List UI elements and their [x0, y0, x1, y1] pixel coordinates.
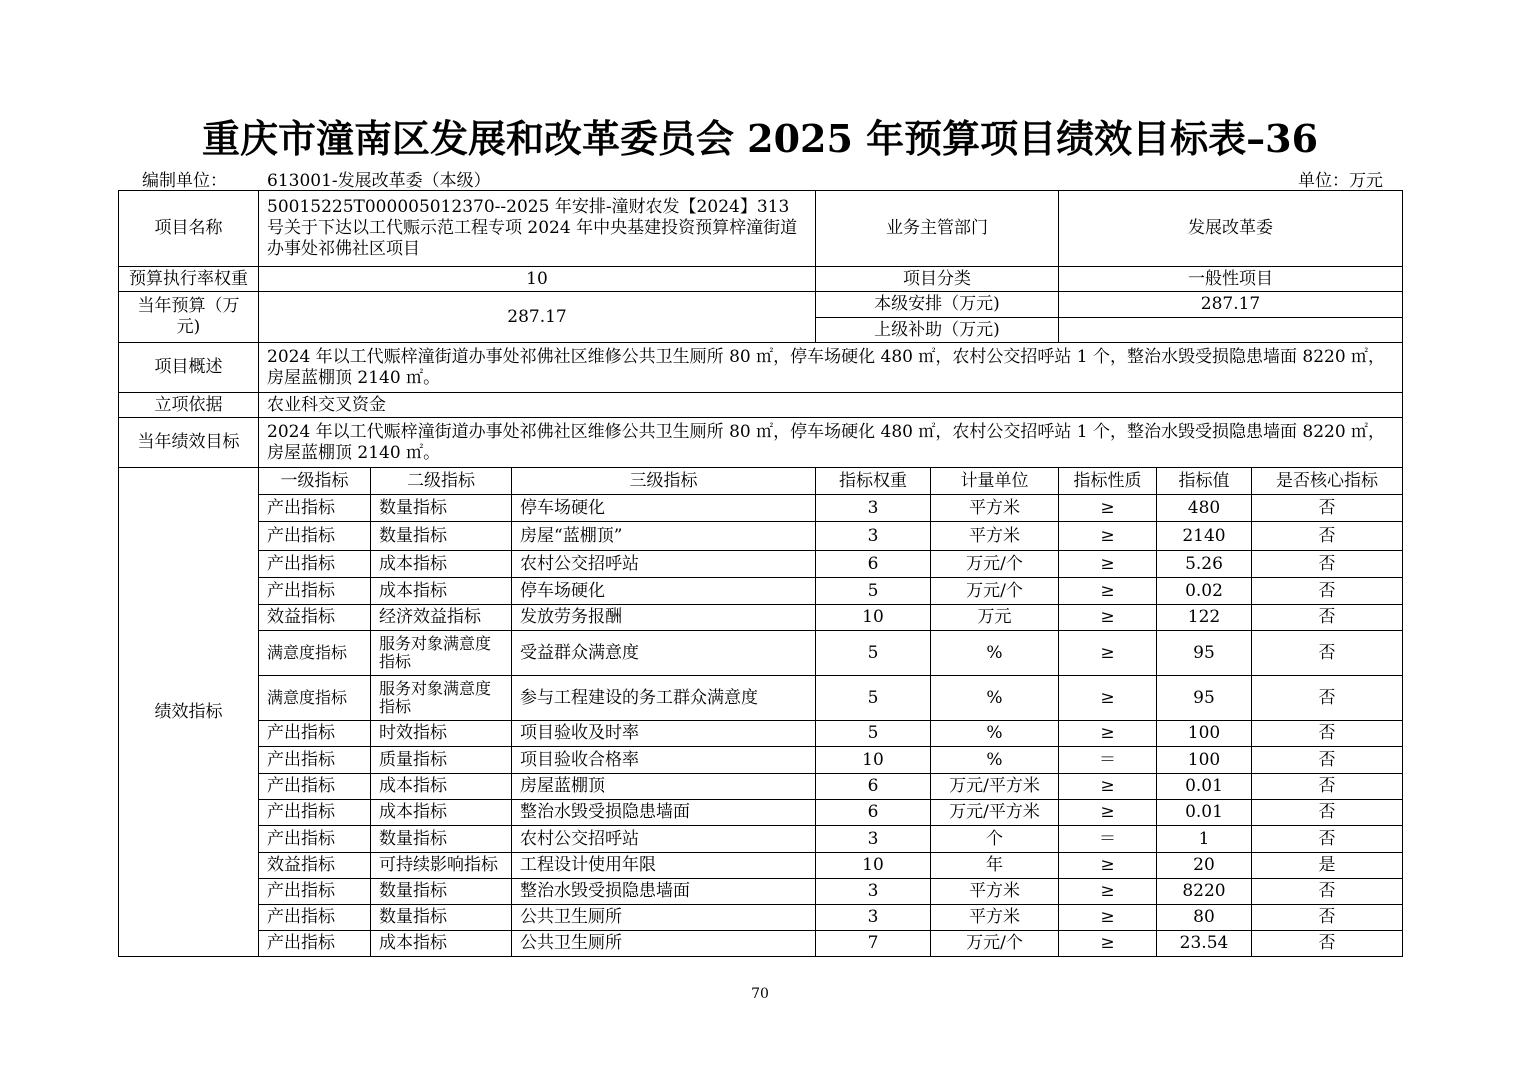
indicator-cell-nature: ≥: [1059, 905, 1157, 931]
indicator-cell-level1: 满意度指标: [259, 676, 371, 721]
indicator-cell-value: 2140: [1157, 522, 1252, 551]
budget-row: [119, 292, 1403, 318]
indicator-row: [119, 800, 1403, 826]
overview-row: [119, 343, 1403, 393]
indicator-row: [119, 879, 1403, 905]
indicator-cell-weight: 3: [816, 826, 931, 853]
indicator-header-nature: 指标性质: [1059, 468, 1157, 495]
indicator-cell-level3: 整治水毁受损隐患墙面: [512, 800, 816, 826]
indicator-cell-level2: 成本指标: [371, 800, 512, 826]
indicator-cell-unit: %: [931, 747, 1059, 774]
indicator-cell-nature: ≥: [1059, 931, 1157, 957]
indicator-cell-value: 100: [1157, 747, 1252, 774]
indicator-cell-level1: 产出指标: [259, 522, 371, 551]
indicator-cell-weight: 5: [816, 631, 931, 676]
project-name-value: 50015225T000005012370--2025 年安排-潼财农发【2024】313 号关于下达以工代赈示范工程专项 2024 年中央基建投资预算梓潼街道办事处祁佛社区项目: [259, 191, 816, 267]
indicator-cell-unit: 万元/平方米: [931, 800, 1059, 826]
indicator-cell-level2: 经济效益指标: [371, 605, 512, 631]
indicator-cell-value: 0.02: [1157, 578, 1252, 605]
indicator-cell-value: 1: [1157, 826, 1252, 853]
indicator-cell-nature: ≥: [1059, 853, 1157, 879]
indicator-cell-nature: ≥: [1059, 578, 1157, 605]
indicator-row: [119, 605, 1403, 631]
indicator-cell-value: 95: [1157, 631, 1252, 676]
indicator-cell-level3: 公共卫生厕所: [512, 905, 816, 931]
indicator-cell-weight: 5: [816, 721, 931, 747]
indicator-cell-value: 23.54: [1157, 931, 1252, 957]
indicator-cell-unit: 万元/个: [931, 551, 1059, 578]
indicator-cell-level3: 公共卫生厕所: [512, 931, 816, 957]
indicator-cell-level3: 项目验收及时率: [512, 721, 816, 747]
indicator-cell-level2: 时效指标: [371, 721, 512, 747]
indicator-row: [119, 578, 1403, 605]
upper-label: 上级补助（万元): [816, 318, 1059, 343]
indicator-cell-value: 0.01: [1157, 800, 1252, 826]
indicator-cell-weight: 10: [816, 747, 931, 774]
indicator-cell-core: 否: [1252, 905, 1403, 931]
indicator-cell-level2: 成本指标: [371, 578, 512, 605]
indicator-cell-level3: 受益群众满意度: [512, 631, 816, 676]
indicator-cell-level2: 数量指标: [371, 522, 512, 551]
indicator-cell-core: 是: [1252, 853, 1403, 879]
dept-label: 业务主管部门: [816, 191, 1059, 267]
indicator-cell-level1: 产出指标: [259, 905, 371, 931]
basis-row: [119, 393, 1403, 418]
weight-value: 10: [259, 267, 816, 292]
indicator-cell-level1: 产出指标: [259, 774, 371, 800]
weight-label: 预算执行率权重: [119, 267, 259, 292]
indicator-cell-nature: ≥: [1059, 800, 1157, 826]
indicator-cell-unit: 万元/个: [931, 578, 1059, 605]
overview-label: 项目概述: [119, 343, 259, 393]
indicator-cell-weight: 5: [816, 676, 931, 721]
indicator-cell-unit: 个: [931, 826, 1059, 853]
indicator-cell-unit: %: [931, 721, 1059, 747]
indicator-header-weight: 指标权重: [816, 468, 931, 495]
indicator-cell-value: 0.01: [1157, 774, 1252, 800]
indicator-cell-core: 否: [1252, 800, 1403, 826]
indicator-cell-level2: 数量指标: [371, 905, 512, 931]
indicator-cell-level3: 停车场硬化: [512, 495, 816, 522]
indicator-cell-value: 80: [1157, 905, 1252, 931]
indicator-header-level1: 一级指标: [259, 468, 371, 495]
indicator-cell-core: 否: [1252, 522, 1403, 551]
indicator-cell-weight: 10: [816, 605, 931, 631]
indicator-cell-level2: 数量指标: [371, 879, 512, 905]
indicator-cell-level3: 农村公交招呼站: [512, 826, 816, 853]
indicator-header-level2: 二级指标: [371, 468, 512, 495]
indicator-cell-core: 否: [1252, 879, 1403, 905]
indicator-cell-core: 否: [1252, 551, 1403, 578]
indicator-cell-nature: ＝: [1059, 826, 1157, 853]
page-title: 重庆市潼南区发展和改革委员会 2025 年预算项目绩效目标表–36: [201, 116, 1319, 161]
project-name-label: 项目名称: [119, 191, 259, 267]
indicator-row: [119, 495, 1403, 522]
local-value: 287.17: [1059, 292, 1403, 318]
indicator-cell-weight: 3: [816, 879, 931, 905]
basis-value: 农业科交叉资金: [259, 393, 1403, 418]
indicator-cell-core: 否: [1252, 631, 1403, 676]
budget-label: 当年预算（万元): [119, 292, 259, 343]
indicator-cell-nature: ≥: [1059, 676, 1157, 721]
indicator-cell-weight: 7: [816, 931, 931, 957]
indicator-cell-level1: 产出指标: [259, 931, 371, 957]
indicator-cell-level2: 数量指标: [371, 495, 512, 522]
indicator-cell-value: 480: [1157, 495, 1252, 522]
indicator-cell-value: 122: [1157, 605, 1252, 631]
indicator-cell-core: 否: [1252, 826, 1403, 853]
indicator-cell-weight: 3: [816, 495, 931, 522]
indicator-header-row: [119, 468, 1403, 495]
indicator-row: [119, 826, 1403, 853]
indicator-cell-level2: 成本指标: [371, 931, 512, 957]
indicator-cell-core: 否: [1252, 605, 1403, 631]
indicator-cell-nature: ≥: [1059, 605, 1157, 631]
indicator-cell-unit: %: [931, 631, 1059, 676]
goal-row: [119, 418, 1403, 468]
indicator-cell-level3: 停车场硬化: [512, 578, 816, 605]
category-value: 一般性项目: [1059, 267, 1403, 292]
indicator-cell-core: 否: [1252, 721, 1403, 747]
project-name-row: [119, 191, 1403, 267]
goal-label: 当年绩效目标: [119, 418, 259, 468]
indicator-cell-unit: 平方米: [931, 522, 1059, 551]
indicator-cell-level3: 发放劳务报酬: [512, 605, 816, 631]
indicator-cell-level2: 成本指标: [371, 551, 512, 578]
indicator-cell-level3: 房屋“蓝棚顶”: [512, 522, 816, 551]
indicator-cell-value: 5.26: [1157, 551, 1252, 578]
indicator-cell-level2: 可持续影响指标: [371, 853, 512, 879]
indicator-cell-weight: 3: [816, 905, 931, 931]
local-label: 本级安排（万元): [816, 292, 1059, 318]
indicator-header-level3: 三级指标: [512, 468, 816, 495]
indicator-cell-value: 8220: [1157, 879, 1252, 905]
indicator-cell-level2: 质量指标: [371, 747, 512, 774]
indicator-cell-level3: 农村公交招呼站: [512, 551, 816, 578]
indicator-cell-level1: 产出指标: [259, 721, 371, 747]
currency-unit: 单位：万元: [1298, 171, 1383, 191]
indicator-row: [119, 676, 1403, 721]
indicators-label: 绩效指标: [119, 468, 259, 957]
indicator-row: [119, 853, 1403, 879]
indicator-cell-core: 否: [1252, 931, 1403, 957]
page-number: 70: [751, 986, 769, 1002]
indicator-cell-level1: 产出指标: [259, 495, 371, 522]
indicator-row: [119, 631, 1403, 676]
indicator-cell-nature: ≥: [1059, 522, 1157, 551]
weight-row: [119, 267, 1403, 292]
indicator-cell-core: 否: [1252, 578, 1403, 605]
indicator-cell-nature: ≥: [1059, 721, 1157, 747]
indicator-cell-unit: 平方米: [931, 905, 1059, 931]
indicator-cell-nature: ＝: [1059, 747, 1157, 774]
indicator-cell-unit: 年: [931, 853, 1059, 879]
basis-label: 立项依据: [119, 393, 259, 418]
indicator-cell-level2: 成本指标: [371, 774, 512, 800]
indicator-cell-level1: 效益指标: [259, 605, 371, 631]
indicator-cell-level3: 项目验收合格率: [512, 747, 816, 774]
indicator-header-core: 是否核心指标: [1252, 468, 1403, 495]
indicator-cell-weight: 6: [816, 800, 931, 826]
indicator-cell-unit: 万元/平方米: [931, 774, 1059, 800]
indicator-cell-level2: 数量指标: [371, 826, 512, 853]
indicator-row: [119, 551, 1403, 578]
indicator-cell-nature: ≥: [1059, 774, 1157, 800]
indicator-cell-weight: 10: [816, 853, 931, 879]
indicator-cell-level3: 工程设计使用年限: [512, 853, 816, 879]
indicator-cell-weight: 6: [816, 774, 931, 800]
indicator-cell-nature: ≥: [1059, 551, 1157, 578]
indicator-cell-level1: 产出指标: [259, 800, 371, 826]
indicator-header-unit: 计量单位: [931, 468, 1059, 495]
indicator-cell-level1: 产出指标: [259, 747, 371, 774]
indicator-cell-level2: 服务对象满意度指标: [371, 676, 512, 721]
compiling-unit: [142, 166, 491, 191]
indicator-cell-weight: 6: [816, 551, 931, 578]
indicator-cell-level1: 产出指标: [259, 551, 371, 578]
indicator-cell-value: 20: [1157, 853, 1252, 879]
upper-value: [1059, 318, 1403, 343]
budget-value: 287.17: [259, 292, 816, 343]
goal-value: 2024 年以工代赈梓潼街道办事处祁佛社区维修公共卫生厕所 80 ㎡，停车场硬化 480 ㎡，农村公交招呼站 1 个，整治水毁受损隐患墙面 8220 ㎡，房屋蓝棚顶 2140 ㎡。: [259, 418, 1403, 468]
indicator-row: [119, 747, 1403, 774]
indicator-cell-level1: 产出指标: [259, 826, 371, 853]
indicator-cell-level3: 参与工程建设的务工群众满意度: [512, 676, 816, 721]
indicator-row: [119, 905, 1403, 931]
indicator-cell-weight: 3: [816, 522, 931, 551]
indicator-cell-unit: 平方米: [931, 495, 1059, 522]
indicator-cell-unit: %: [931, 676, 1059, 721]
indicator-row: [119, 721, 1403, 747]
indicator-cell-level1: 满意度指标: [259, 631, 371, 676]
indicator-cell-unit: 平方米: [931, 879, 1059, 905]
indicator-cell-value: 95: [1157, 676, 1252, 721]
indicator-cell-core: 否: [1252, 676, 1403, 721]
indicator-row: [119, 522, 1403, 551]
indicator-cell-nature: ≥: [1059, 631, 1157, 676]
indicator-header-value: 指标值: [1157, 468, 1252, 495]
indicator-cell-weight: 5: [816, 578, 931, 605]
indicator-cell-unit: 万元: [931, 605, 1059, 631]
indicator-row: [119, 774, 1403, 800]
indicator-cell-core: 否: [1252, 495, 1403, 522]
indicator-cell-level1: 效益指标: [259, 853, 371, 879]
indicator-cell-core: 否: [1252, 747, 1403, 774]
indicator-cell-nature: ≥: [1059, 879, 1157, 905]
overview-value: 2024 年以工代赈梓潼街道办事处祁佛社区维修公共卫生厕所 80 ㎡，停车场硬化 480 ㎡，农村公交招呼站 1 个，整治水毁受损隐患墙面 8220 ㎡，房屋蓝棚顶 2140 ㎡。: [259, 343, 1403, 393]
indicator-row: [119, 931, 1403, 957]
dept-value: 发展改革委: [1059, 191, 1403, 267]
category-label: 项目分类: [816, 267, 1059, 292]
indicator-cell-nature: ≥: [1059, 495, 1157, 522]
indicator-cell-value: 100: [1157, 721, 1252, 747]
indicator-cell-level2: 服务对象满意度指标: [371, 631, 512, 676]
indicator-cell-level3: 整治水毁受损隐患墙面: [512, 879, 816, 905]
compiling-unit-value: 613001-发展改革委（本级）: [267, 171, 491, 191]
indicator-cell-core: 否: [1252, 774, 1403, 800]
indicator-cell-unit: 万元/个: [931, 931, 1059, 957]
performance-table: [118, 190, 1403, 957]
indicator-cell-level1: 产出指标: [259, 578, 371, 605]
indicator-cell-level1: 产出指标: [259, 879, 371, 905]
indicator-cell-level3: 房屋蓝棚顶: [512, 774, 816, 800]
compiling-unit-label: 编制单位：: [142, 171, 227, 191]
